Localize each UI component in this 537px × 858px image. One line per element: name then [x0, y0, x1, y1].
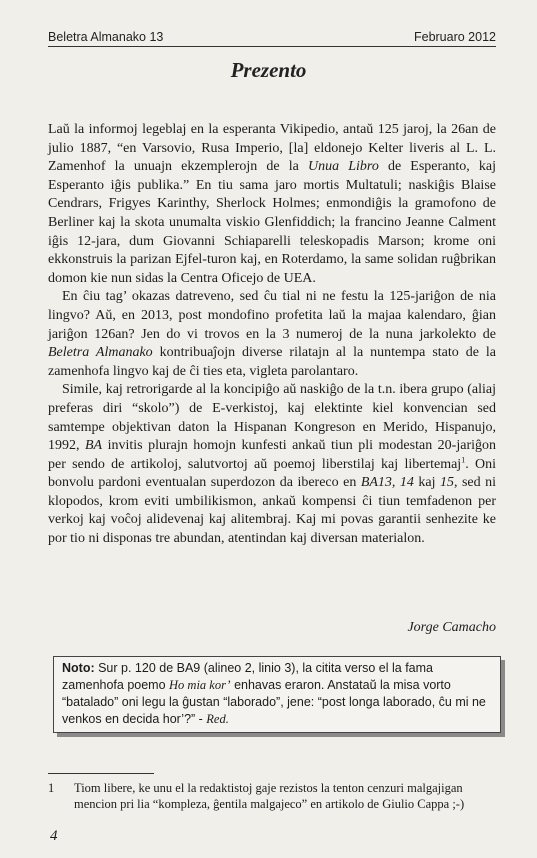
running-header	[48, 30, 496, 47]
magazine-abbrev: BA	[85, 438, 103, 454]
footnote-divider	[48, 773, 154, 774]
erratum-note-box	[53, 656, 501, 733]
note-text-a: Sur p. 120 de BA9 (alineo 2, linio 3), la citita verso el la fama zamenhofa poemo	[62, 661, 433, 692]
header-journal-title: Beletra Almanako 13	[48, 30, 164, 44]
paragraph-1-text-b: de Esperanto, kaj Esperanto iĝis publika.” En tiu sama jaro mortis Multatuli; naskiĝis Blaise Cendrars, Frigyes Karinthy, Sherlock Holmes; enmondiĝis la gramofono de Berliner kaj la skota unumalta viskio Glenfiddich; la francino Jeanne Calment iĝis 12-jara, dum Giovanni Schiaparelli teleskopadis Marson; krome oni ekkonstruis la parizan Ejfel-turon kaj, en Roterdamo, la same solidan ruĝbrikan domon kie nun sidas la Centra Oficejo de UEA.	[48, 159, 496, 286]
article-title: Prezento	[230, 58, 307, 82]
paragraph-3-text-a: Simile, kaj retrorigarde al la koncipiĝo aŭ naskiĝo de la t.n. ibera grupo (aliaj preferas diri “skolo”) de E-verkistoj, kaj elektinte kiel konvencian sed samtempe objektivan daton la Hispanan Kongreson en Merido, Hispanujo, 1992,	[48, 382, 496, 454]
poem-title: Ho mia kor’	[169, 678, 231, 692]
note-text-b: enhavas eraron. Anstataŭ la misa vorto “batalado” oni legu la ĝustan “laborado”, jene: “post longa laborado, ĉu mi ne venkos en decida hor’?” -	[62, 678, 486, 726]
header-issue-date: Februaro 2012	[413, 30, 496, 44]
footnote-ref-1[interactable]: 1	[461, 455, 466, 465]
paragraph-3-text-e: , sed ni klopodos, krom eviti umbilikismon, ankaŭ kompensi ĉi tiun temfadenon per verkoj kaj voĉoj alidevenaj kaj alitembraj. Kaj mi povas garantii senhezite ke por tio ni disponas tre abundan, atentindan kaj diversan materialon.	[48, 475, 496, 547]
paragraph-2	[48, 288, 496, 381]
paragraph-3-text-d: kaj	[413, 475, 440, 491]
author-signature: Jorge Camacho	[407, 620, 496, 635]
article-body	[48, 121, 496, 549]
paragraph-3-text-b: invitis plurajn homojn kunfesti ankaŭ tiun pli modestan 20-jariĝon per sendo de artikoloj, salutvortoj aŭ poemoj liberstilaj kaj libertemaj	[48, 438, 497, 472]
paragraph-1	[48, 121, 496, 288]
book-title-unua-libro: Unua Libro	[307, 159, 379, 175]
note-editor-sign: Red.	[206, 712, 229, 726]
paragraph-3	[48, 381, 496, 548]
footnote-number: 1	[48, 781, 55, 795]
page-number: 4	[50, 828, 58, 844]
footnote-1	[48, 780, 496, 812]
magazine-title: Beletra Almanako	[48, 345, 153, 361]
issue-ref-15: 15	[439, 475, 454, 491]
paragraph-2-text-a: En ĉiu tag’ okazas datreveno, sed ĉu tial ni ne festu la 125-jariĝon de nia lingvo? Aŭ, en 2013, post mondofino profetita laŭ la majaa kalendaro, ĝian jariĝon 126an? Jen do vi trovos en la 3 numeroj de la nuna jarkolekto de	[48, 289, 496, 342]
footnote-text: Tiom libere, ke unu el la redaktistoj gaje rezistos la tenton cenzuri malgajigan mencion pri lia “kompleza, ĝentila malgajeco” en artikolo de Giulio Cappa ;-)	[74, 781, 465, 811]
paragraph-2-text-b: kontribuaĵojn diverse rilatajn al la nuntempa stato de la zamenhofa lingvo kaj de ĉi ties eta, vigleta parolantaro.	[48, 345, 496, 379]
paragraph-1-text-a: Laŭ la informoj legeblaj en la esperanta Vikipedio, antaŭ 125 jaroj, la 26an de julio 1887, “en Varsovio, Rusa Imperio, [la] eldonejo Kelter liveris al L. L. Zamenhof la unuajn ekzemplerojn de la	[48, 122, 496, 175]
paragraph-3-text-c: . Oni bonvolu pardoni eventualan superdozon da ibereco en	[48, 456, 497, 491]
issue-ref-ba13: BA13, 14	[360, 475, 414, 491]
note-label: Noto:	[62, 661, 95, 675]
